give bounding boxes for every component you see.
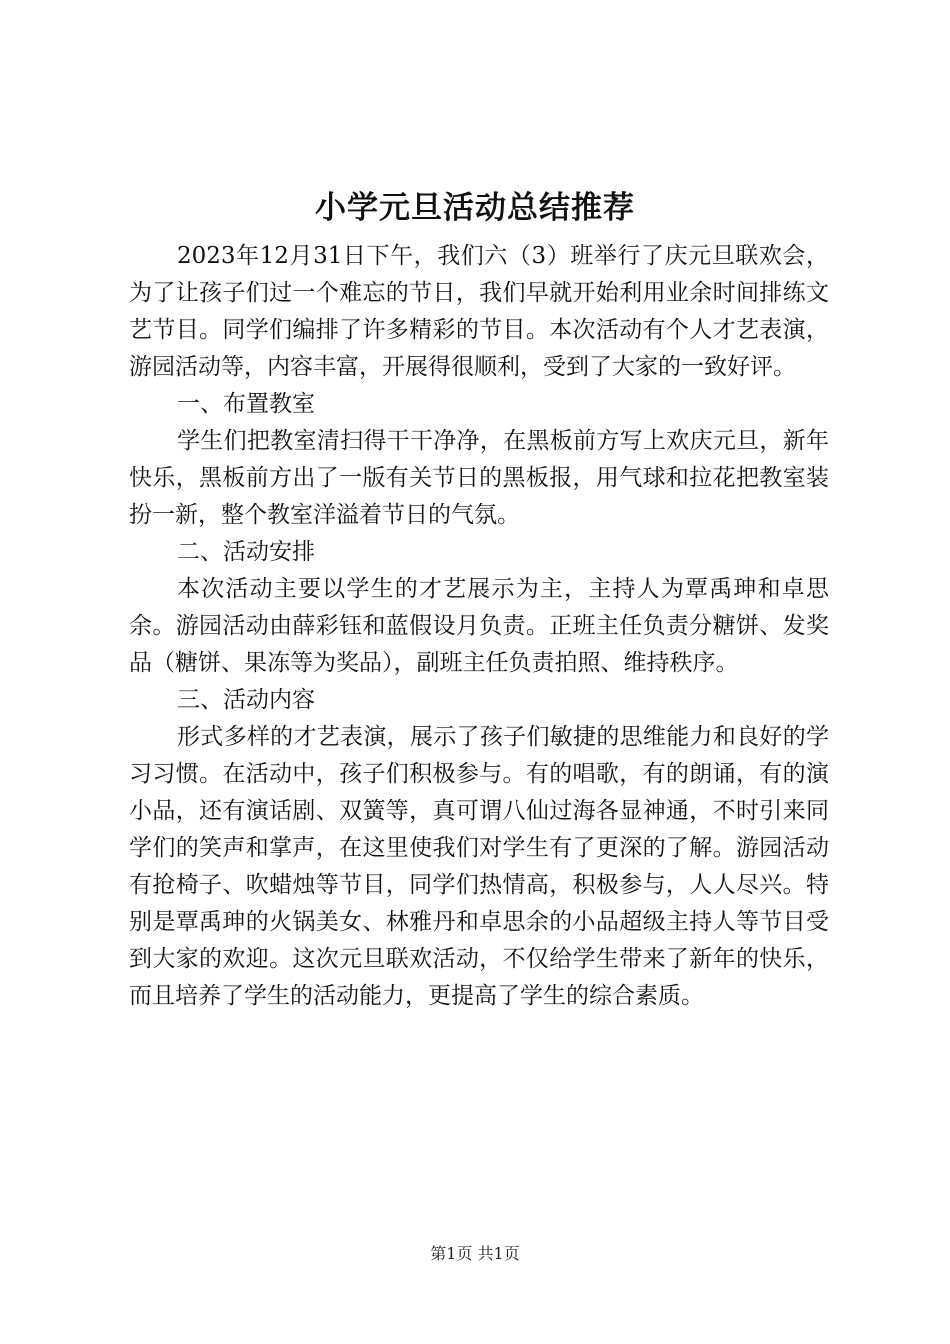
section-heading-arrangement: 二、活动安排 [177, 539, 315, 565]
arrangement-paragraph: 本次活动主要以学生的才艺展示为主，主持人为覃禹珅和卓思余。游园活动由薛彩钰和蓝假设月负责。正班主任负责分糖饼、发奖品（糖饼、果冻等为奖品），副班主任负责拍照、维持秩序。 [129, 576, 829, 676]
section-heading-classroom: 一、布置教室 [177, 391, 315, 417]
document-title: 小学元旦活动总结推荐 [315, 190, 635, 226]
content-paragraph: 形式多样的才艺表演，展示了孩子们敏捷的思维能力和良好的学习习惯。在活动中，孩子们积极参与。有的唱歌，有的朗诵，有的演小品，还有演话剧、双簧等，真可谓八仙过海各显神通，不时引来同学们的笑声和掌声，在这里使我们对学生有了更深的了解。游园活动有抢椅子、吹蜡烛等节目，同学们热情高，积极参与，人人尽兴。特别是覃禹珅的火锅美女、林雅丹和卓思余的小品超级主持人等节目受到大家的欢迎。这次元旦联欢活动，不仅给学生带来了新年的快乐，而且培养了学生的活动能力，更提高了学生的综合素质。 [129, 724, 829, 1009]
intro-paragraph: 2023年12月31日下午，我们六（3）班举行了庆元旦联欢会，为了让孩子们过一个难忘的节日，我们早就开始利用业余时间排练文艺节目。同学们编排了许多精彩的节目。本次活动有个人才艺表演，游园活动等，内容丰富，开展得很顺利，受到了大家的一致好评。 [129, 243, 829, 380]
classroom-paragraph: 学生们把教室清扫得干干净净，在黑板前方写上欢庆元旦，新年快乐，黑板前方出了一版有关节日的黑板报，用气球和拉花把教室装扮一新，整个教室洋溢着节日的气氛。 [129, 428, 829, 528]
page-footer: 第1页 共1页 [430, 1244, 520, 1263]
section-heading-content: 三、活动内容 [177, 687, 315, 713]
document-body [129, 238, 829, 1015]
